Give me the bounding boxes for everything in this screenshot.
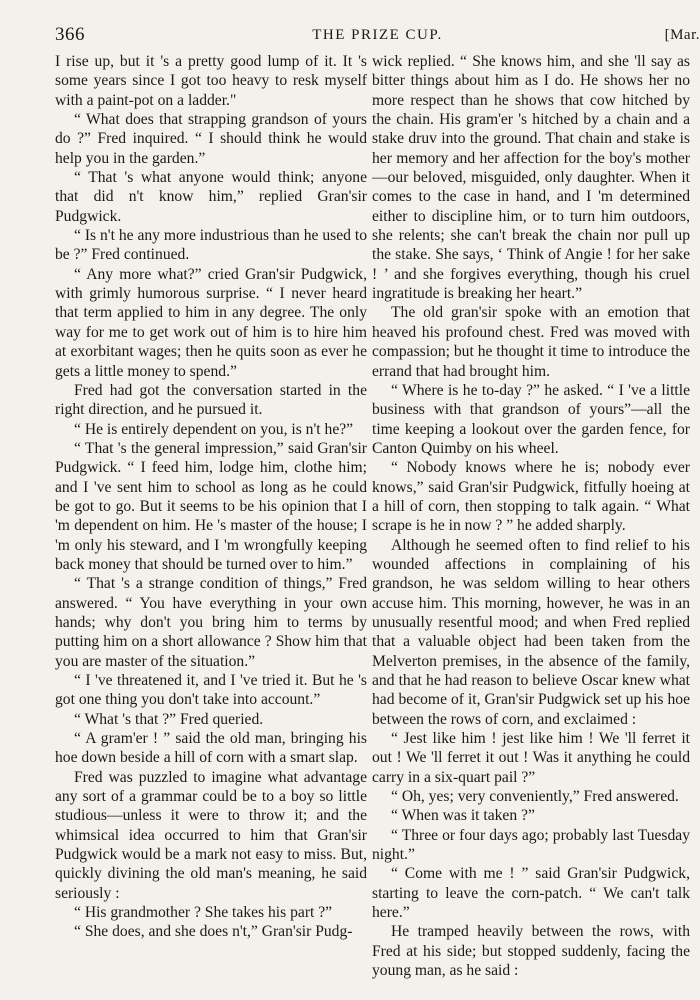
paragraph: “ She does, and she does n't,” Gran'sir Pudg- (74, 923, 353, 941)
paragraph: “ He is entirely dependent on you, is n't he?” (74, 420, 354, 438)
right-column (372, 52, 690, 981)
paragraph: “ That 's the general impression,” said Gran'sir Pudgwick. “ I feed him, lodge him, clothe him; and I 've sent him to school as long as he could be got to go. But it seems to be his opinion that I 'm dependent on him. He 's master of the house; I 'm only his steward, and I 'm wrongfully keeping back money that should be turned over to him.” (55, 439, 367, 573)
paragraph: The old gran'sir spoke with an emotion that heaved his profound chest. Fred was moved with compassion; but he thought it time to introduce the errand that had brought him. (372, 304, 690, 380)
paragraph: “ Jest like him ! jest like him ! We 'll ferret it out ! We 'll ferret it out ! Was it anything he could carry in a six-quart pail ?” (372, 730, 690, 786)
paragraph: “ Three or four days ago; probably last Tuesday night.” (372, 826, 690, 864)
paragraph: “ What does that strapping grandson of yours do ?” Fred inquired. “ I should think he would help you in the garden.” (55, 111, 367, 167)
running-header (55, 24, 700, 50)
left-column (55, 52, 367, 942)
paragraph: “ I 've threatened it, and I 've tried it. But he 's got one thing you don't take into account.” (55, 672, 367, 709)
running-title: THE PRIZE CUP. (312, 27, 443, 43)
paragraph: “ That 's what anyone would think; anyone that did n't know him,” replied Gran'sir Pudgwick. (55, 169, 367, 225)
paragraph: “ A gram'er ! ” said the old man, bringing his hoe down beside a hill of corn with a smart slap. (55, 730, 367, 767)
paragraph: wick replied. “ She knows him, and she 'll say as bitter things about him as I do. He shows her no more respect than he shows that cow hitched by the chain. His gram'er 's hitched by a chain and a stake druv into the ground. That chain and stake is her memory and her affection for the boy's mother—our beloved, misguided, only daughter. When it comes to the case in hand, and I 'm determined either to discipline him, or to turn him outdoors, she relents; she can't break the chain nor pull up the stake. She says, ‘ Think of Angie ! for her sake ! ’ and she forgives everything, though his cruel ingratitude is breaking her heart.” (372, 53, 690, 303)
paragraph: He tramped heavily between the rows, with Fred at his side; but stopped suddenly, facing the young man, as he said : (372, 923, 690, 980)
paragraph: “ Come with me ! ” said Gran'sir Pudgwick, starting to leave the corn-patch. “ We can't talk here.” (372, 865, 690, 922)
paragraph: “ What 's that ?” Fred queried. (74, 710, 264, 728)
paragraph: “ Oh, yes; very conveniently,” Fred answered. (391, 788, 679, 806)
paragraph: “ Any more what?” cried Gran'sir Pudgwick, with grimly humorous surprise. “ I never heard that term applied to him in any degree. The only way for me to get work out of him is to hire him at exorbitant wages; then he quits soon as ever he gets a little money to spend.” (55, 265, 367, 380)
paragraph: “ Is n't he any more industrious than he used to be ?” Fred continued. (55, 227, 367, 264)
page-number: 366 (55, 24, 85, 45)
paragraph: Fred was puzzled to imagine what advantage any sort of a grammar could be to a boy so little studious—unless it were to throw it; and the whimsical idea occurred to him that Gran'sir Pudgwick would be a mark not easy to miss. But, quickly divining the old man's meaning, he said seriously : (55, 768, 367, 902)
issue-month: [Mar. (664, 27, 700, 43)
paragraph: “ Where is he to-day ?” he asked. “ I 've a little business with that grandson of yours”—all the time keeping a lookout over the garden fence, for Canton Quimby on his wheel. (372, 381, 690, 457)
paragraph: “ Nobody knows where he is; nobody ever knows,” said Gran'sir Pudgwick, fitfully hoeing at a hill of corn, then stopping to talk again. “ What scrape is he in now ? ” he added sharply. (372, 459, 690, 535)
paragraph: I rise up, but it 's a pretty good lump of it. It 's some years since I got too heavy to resk myself with a paint-pot on a ladder." (55, 53, 367, 109)
paragraph: Although he seemed often to find relief to his wounded affections in complaining of his grandson, he was seldom willing to hear others accuse him. This morning, however, he was in an unusually resentful mood; and when Fred replied that a valuable object had been taken from the Melverton premises, in the absence of the family, and that he had reason to believe Oscar knew what had become of it, Gran'sir Pudgwick set up his hoe between the rows of corn, and exclaimed : (372, 536, 690, 728)
paragraph: “ When was it taken ?” (391, 807, 535, 825)
paragraph: “ His grandmother ? She takes his part ?” (74, 904, 333, 922)
paragraph: “ That 's a strange condition of things,” Fred answered. “ You have everything in your own hands; why don't you bring him to terms by putting him on a short allowance ? Show him that you are master of the situation.” (55, 575, 367, 670)
paragraph: Fred had got the conversation started in the right direction, and he pursued it. (55, 381, 367, 419)
